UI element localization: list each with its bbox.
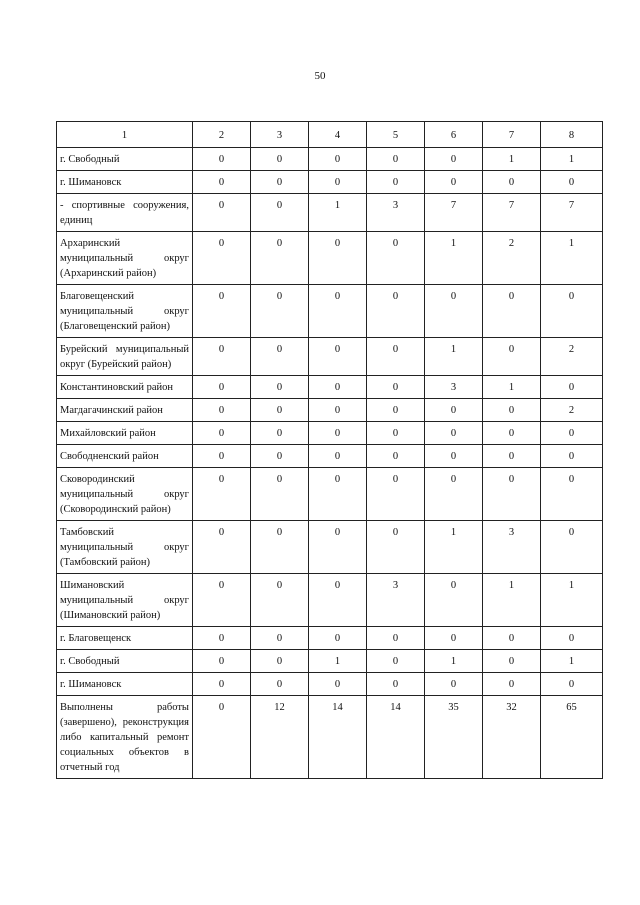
value-cell: 0 (483, 338, 541, 376)
value-cell: 0 (367, 627, 425, 650)
value-cell: 0 (251, 422, 309, 445)
value-cell: 0 (309, 148, 367, 171)
value-cell: 0 (541, 673, 603, 696)
value-cell: 3 (367, 574, 425, 627)
table-row (57, 521, 603, 574)
value-cell: 0 (367, 232, 425, 285)
value-cell: 35 (425, 696, 483, 779)
table-row (57, 422, 603, 445)
row-label: Константиновский район (57, 376, 193, 399)
table-row (57, 171, 603, 194)
table-row (57, 574, 603, 627)
value-cell: 0 (309, 376, 367, 399)
value-cell: 0 (309, 338, 367, 376)
value-cell: 7 (541, 194, 603, 232)
value-cell: 1 (541, 148, 603, 171)
value-cell: 0 (367, 445, 425, 468)
value-cell: 0 (251, 521, 309, 574)
value-cell: 0 (193, 148, 251, 171)
value-cell: 0 (309, 673, 367, 696)
value-cell: 0 (193, 521, 251, 574)
value-cell: 3 (483, 521, 541, 574)
value-cell: 0 (251, 376, 309, 399)
value-cell: 3 (425, 376, 483, 399)
row-label: - спортивные сооружения, единиц (57, 194, 193, 232)
value-cell: 0 (541, 521, 603, 574)
value-cell: 0 (251, 574, 309, 627)
value-cell: 1 (425, 232, 483, 285)
value-cell: 1 (425, 650, 483, 673)
value-cell: 2 (541, 399, 603, 422)
value-cell: 1 (425, 521, 483, 574)
value-cell: 0 (425, 574, 483, 627)
page-number: 50 (314, 70, 326, 82)
value-cell: 0 (251, 338, 309, 376)
value-cell: 0 (193, 650, 251, 673)
value-cell: 0 (425, 627, 483, 650)
value-cell: 0 (367, 650, 425, 673)
header-cell: 3 (251, 122, 309, 148)
value-cell: 14 (367, 696, 425, 779)
value-cell: 0 (251, 468, 309, 521)
value-cell: 0 (425, 673, 483, 696)
value-cell: 0 (425, 422, 483, 445)
value-cell: 0 (367, 285, 425, 338)
value-cell: 2 (483, 232, 541, 285)
value-cell: 0 (309, 627, 367, 650)
row-label: г. Благовещенск (57, 627, 193, 650)
value-cell: 0 (251, 673, 309, 696)
row-label: г. Свободный (57, 650, 193, 673)
value-cell: 0 (541, 376, 603, 399)
header-cell: 1 (57, 122, 193, 148)
value-cell: 0 (193, 194, 251, 232)
value-cell: 0 (483, 422, 541, 445)
value-cell: 0 (483, 468, 541, 521)
row-label: Сковородинский муниципальный округ (Сковородинский район) (57, 468, 193, 521)
value-cell: 0 (309, 445, 367, 468)
value-cell: 0 (367, 399, 425, 422)
value-cell: 0 (541, 468, 603, 521)
value-cell: 1 (541, 232, 603, 285)
data-table (56, 121, 603, 779)
value-cell: 0 (367, 376, 425, 399)
value-cell: 0 (367, 422, 425, 445)
value-cell: 0 (251, 171, 309, 194)
value-cell: 0 (309, 574, 367, 627)
value-cell: 0 (193, 696, 251, 779)
value-cell: 0 (309, 422, 367, 445)
value-cell: 14 (309, 696, 367, 779)
value-cell: 7 (425, 194, 483, 232)
table-row (57, 338, 603, 376)
value-cell: 1 (425, 338, 483, 376)
value-cell: 0 (251, 445, 309, 468)
value-cell: 3 (367, 194, 425, 232)
row-label: Шимановский муниципальный округ (Шимановский район) (57, 574, 193, 627)
value-cell: 0 (541, 627, 603, 650)
value-cell: 2 (541, 338, 603, 376)
value-cell: 0 (309, 171, 367, 194)
table-body (57, 122, 603, 779)
value-cell: 0 (251, 650, 309, 673)
table-row (57, 468, 603, 521)
value-cell: 0 (193, 574, 251, 627)
header-cell: 7 (483, 122, 541, 148)
value-cell: 0 (483, 673, 541, 696)
header-cell: 5 (367, 122, 425, 148)
value-cell: 1 (483, 148, 541, 171)
row-label: Магдагачинский район (57, 399, 193, 422)
table-row (57, 696, 603, 779)
table-row (57, 285, 603, 338)
row-label: Михайловский район (57, 422, 193, 445)
value-cell: 0 (425, 399, 483, 422)
table-row (57, 232, 603, 285)
value-cell: 0 (193, 627, 251, 650)
value-cell: 1 (483, 574, 541, 627)
value-cell: 12 (251, 696, 309, 779)
value-cell: 0 (425, 468, 483, 521)
value-cell: 0 (483, 285, 541, 338)
value-cell: 0 (193, 285, 251, 338)
value-cell: 0 (483, 650, 541, 673)
value-cell: 0 (367, 338, 425, 376)
table-row (57, 627, 603, 650)
value-cell: 1 (541, 650, 603, 673)
value-cell: 0 (193, 376, 251, 399)
value-cell: 0 (193, 338, 251, 376)
value-cell: 0 (251, 194, 309, 232)
value-cell: 0 (193, 422, 251, 445)
value-cell: 0 (483, 445, 541, 468)
value-cell: 7 (483, 194, 541, 232)
value-cell: 0 (193, 399, 251, 422)
row-label: г. Шимановск (57, 673, 193, 696)
header-cell: 2 (193, 122, 251, 148)
value-cell: 0 (367, 171, 425, 194)
value-cell: 1 (483, 376, 541, 399)
value-cell: 65 (541, 696, 603, 779)
header-cell: 4 (309, 122, 367, 148)
value-cell: 0 (541, 285, 603, 338)
row-label: г. Шимановск (57, 171, 193, 194)
value-cell: 0 (541, 171, 603, 194)
value-cell: 1 (541, 574, 603, 627)
value-cell: 0 (367, 468, 425, 521)
header-cell: 6 (425, 122, 483, 148)
value-cell: 0 (193, 468, 251, 521)
table-row (57, 399, 603, 422)
row-label: г. Свободный (57, 148, 193, 171)
value-cell: 1 (309, 650, 367, 673)
row-label: Архаринский муниципальный округ (Архаринский район) (57, 232, 193, 285)
table-header-row (57, 122, 603, 148)
value-cell: 0 (541, 445, 603, 468)
value-cell: 0 (425, 445, 483, 468)
value-cell: 0 (309, 399, 367, 422)
value-cell: 0 (425, 285, 483, 338)
value-cell: 0 (309, 521, 367, 574)
value-cell: 0 (251, 148, 309, 171)
table-row (57, 445, 603, 468)
row-label: Выполнены работы (завершено), реконструкция либо капитальный ремонт социальных объектов в отчетный год (57, 696, 193, 779)
table-row (57, 650, 603, 673)
value-cell: 0 (251, 399, 309, 422)
value-cell: 0 (367, 673, 425, 696)
value-cell: 0 (541, 422, 603, 445)
value-cell: 0 (251, 285, 309, 338)
value-cell: 0 (251, 232, 309, 285)
value-cell: 0 (251, 627, 309, 650)
row-label: Бурейский муниципальный округ (Бурейский район) (57, 338, 193, 376)
value-cell: 0 (309, 468, 367, 521)
value-cell: 0 (483, 399, 541, 422)
value-cell: 0 (367, 148, 425, 171)
row-label: Свободненский район (57, 445, 193, 468)
value-cell: 0 (309, 232, 367, 285)
table-row (57, 148, 603, 171)
table-row (57, 376, 603, 399)
value-cell: 0 (193, 445, 251, 468)
value-cell: 0 (425, 148, 483, 171)
value-cell: 0 (193, 171, 251, 194)
table-row (57, 673, 603, 696)
row-label: Тамбовский муниципальный округ (Тамбовский район) (57, 521, 193, 574)
table-row (57, 194, 603, 232)
value-cell: 0 (193, 232, 251, 285)
value-cell: 0 (425, 171, 483, 194)
value-cell: 1 (309, 194, 367, 232)
header-cell: 8 (541, 122, 603, 148)
row-label: Благовещенский муниципальный округ (Благовещенский район) (57, 285, 193, 338)
value-cell: 32 (483, 696, 541, 779)
value-cell: 0 (193, 673, 251, 696)
value-cell: 0 (367, 521, 425, 574)
value-cell: 0 (309, 285, 367, 338)
value-cell: 0 (483, 171, 541, 194)
value-cell: 0 (483, 627, 541, 650)
